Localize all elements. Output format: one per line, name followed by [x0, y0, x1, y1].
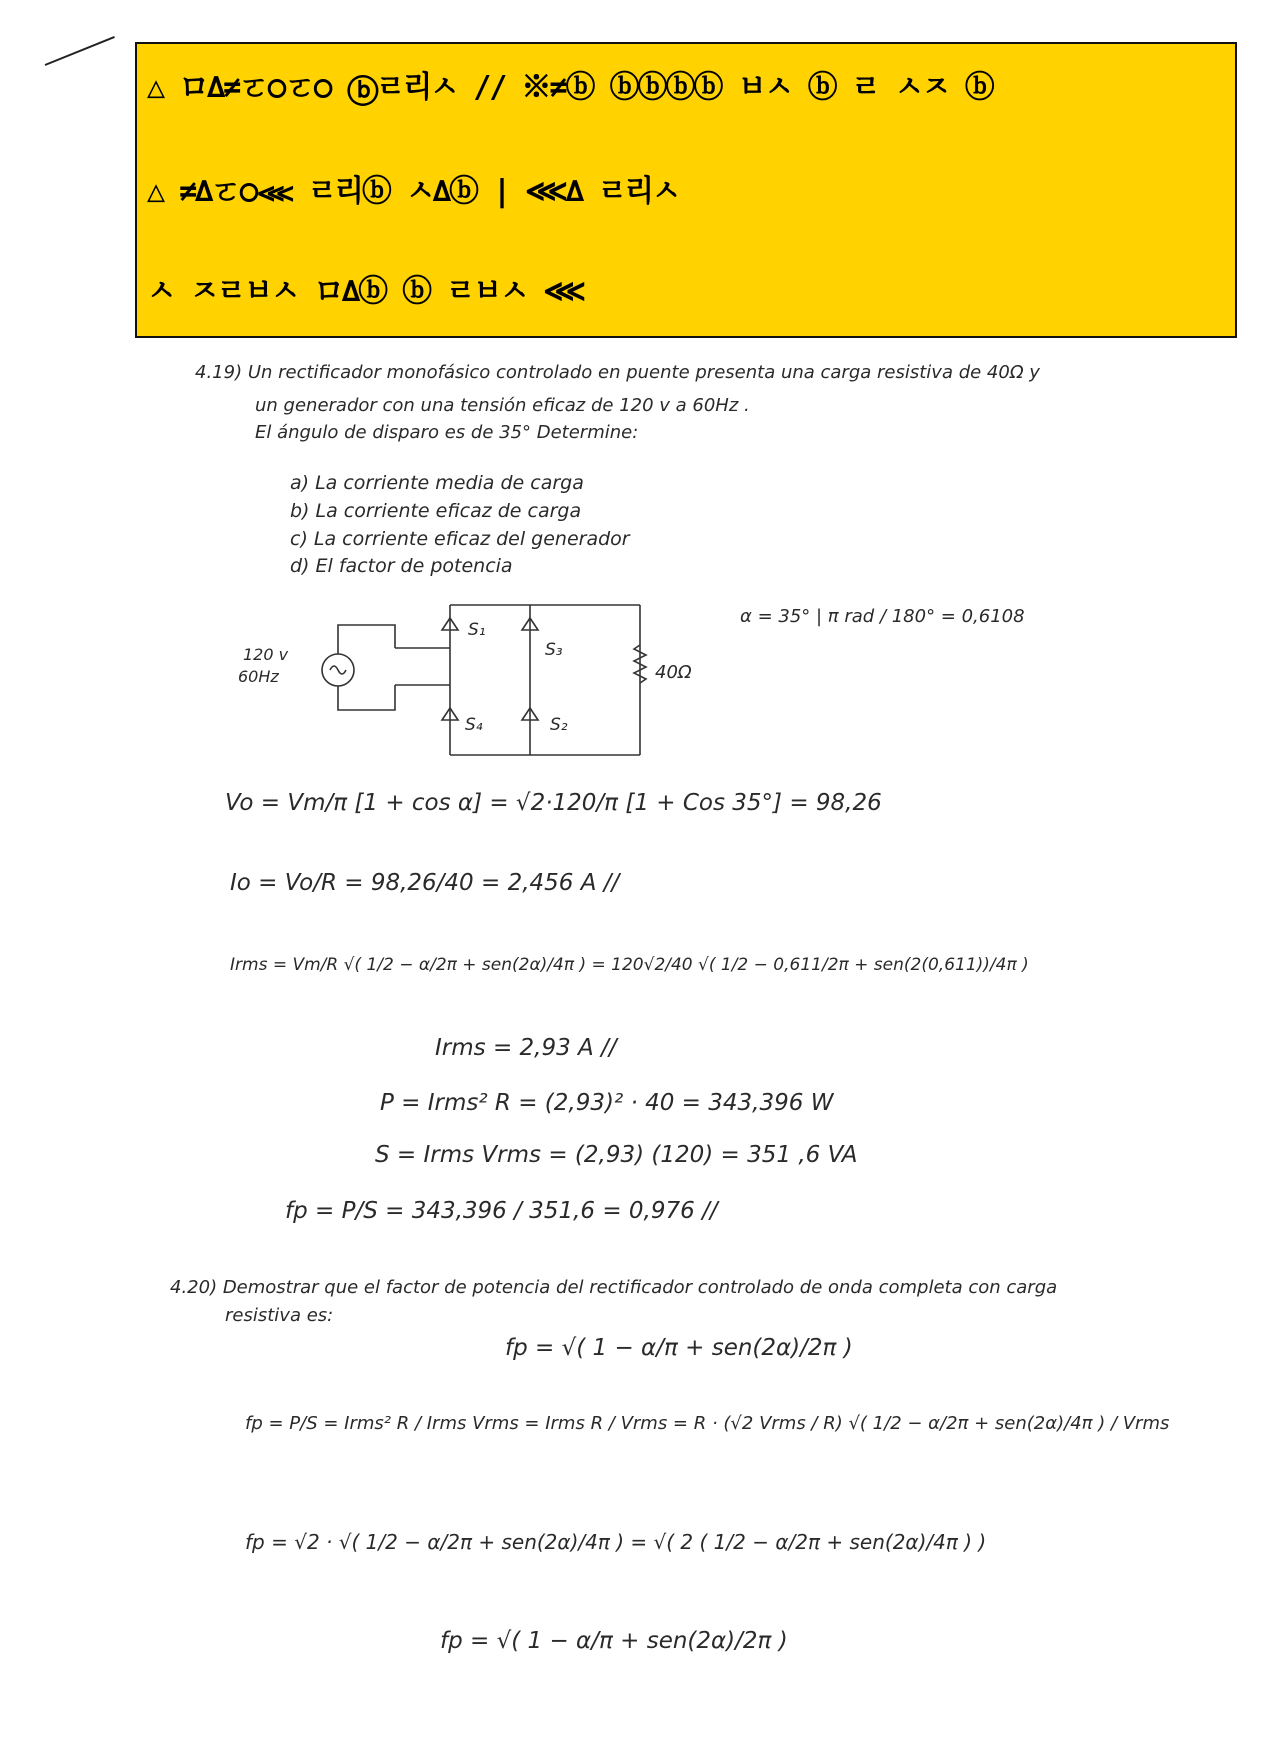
redacted-header-box [135, 42, 1237, 338]
statement-line: resistiva es: [225, 1305, 334, 1326]
derivation-step-1: fp = P/S = Irms² R / Irms Vrms = Irms R / Vrms = R · (√2 Vrms / R) √( 1/2 − α/2π + sen(2α)/4π ) / Vrms [245, 1413, 1170, 1434]
source-voltage: 120 v [243, 645, 289, 664]
switch-s1: S₁ [468, 620, 486, 640]
apparent-power-equation: S = Irms Vrms = (2,93) (120) = 351 ,6 VA [375, 1142, 858, 1168]
bridge-rectifier-circuit [230, 590, 660, 770]
redacted-line-1: △ ロ∆≠ㄛ੦ㄛ੦ ⓑㄹ리ㅅ // ※≠ⓑ ⓑⓑⓑⓑ ㅂㅅ ⓑ ㄹ ㅅㅈ ⓑ [147, 70, 993, 105]
question-item: b) La corriente eficaz de carga [290, 500, 582, 522]
switch-s4: S₄ [465, 715, 483, 735]
statement-line: 4.19) Un rectificador monofásico controlado en puente presenta una carga resistiva de 40Ω y [195, 362, 1040, 383]
redacted-line-2: △ ≠∆ㄛ੦⋘ ㄹ리ⓑ ㅅ∆ⓑ | ⋘∆ ㄹ리ㅅ [147, 174, 679, 209]
redacted-line-3: ㅅ ㅈㄹㅂㅅ ロ∆ⓑ ⓑ ㄹㅂㅅ ⋘ [147, 274, 584, 309]
question-item: d) El factor de potencia [290, 555, 513, 577]
power-factor-equation: fp = P/S = 343,396 / 351,6 = 0,976 // [285, 1198, 718, 1224]
vo-equation: Vo = Vm/π [1 + cos α] = √2·120/π [1 + Cos 35°] = 98,26 [225, 790, 882, 816]
io-equation: Io = Vo/R = 98,26/40 = 2,456 A // [230, 870, 620, 896]
pen-stroke [45, 36, 115, 66]
source-frequency: 60Hz [238, 667, 279, 686]
statement-line: 4.20) Demostrar que el factor de potencia del rectificador controlado de onda completa con carga [170, 1277, 1058, 1298]
derivation-step-3: fp = √( 1 − α/π + sen(2α)/2π ) [440, 1628, 788, 1654]
alpha-conversion: α = 35° | π rad / 180° = 0,6108 [740, 606, 1025, 627]
statement-line: El ángulo de disparo es de 35° Determine: [255, 422, 639, 443]
derivation-step-2: fp = √2 · √( 1/2 − α/2π + sen(2α)/4π ) = √( 2 ( 1/2 − α/2π + sen(2α)/4π ) ) [245, 1530, 987, 1554]
load-resistor: 40Ω [655, 662, 692, 683]
switch-s2: S₂ [550, 715, 568, 735]
question-item: a) La corriente media de carga [290, 472, 584, 494]
target-formula: fp = √( 1 − α/π + sen(2α)/2π ) [505, 1335, 853, 1361]
statement-line: un generador con una tensión eficaz de 120 v a 60Hz . [255, 395, 750, 416]
switch-s3: S₃ [545, 640, 563, 660]
irms-formula: Irms = Vm/R √( 1/2 − α/2π + sen(2α)/4π ) = 120√2/40 √( 1/2 − 0,611/2π + sen(2(0,611))/4π ) [230, 955, 1029, 975]
question-item: c) La corriente eficaz del generador [290, 528, 630, 550]
power-equation: P = Irms² R = (2,93)² · 40 = 343,396 W [380, 1090, 834, 1116]
irms-result: Irms = 2,93 A // [435, 1035, 617, 1061]
